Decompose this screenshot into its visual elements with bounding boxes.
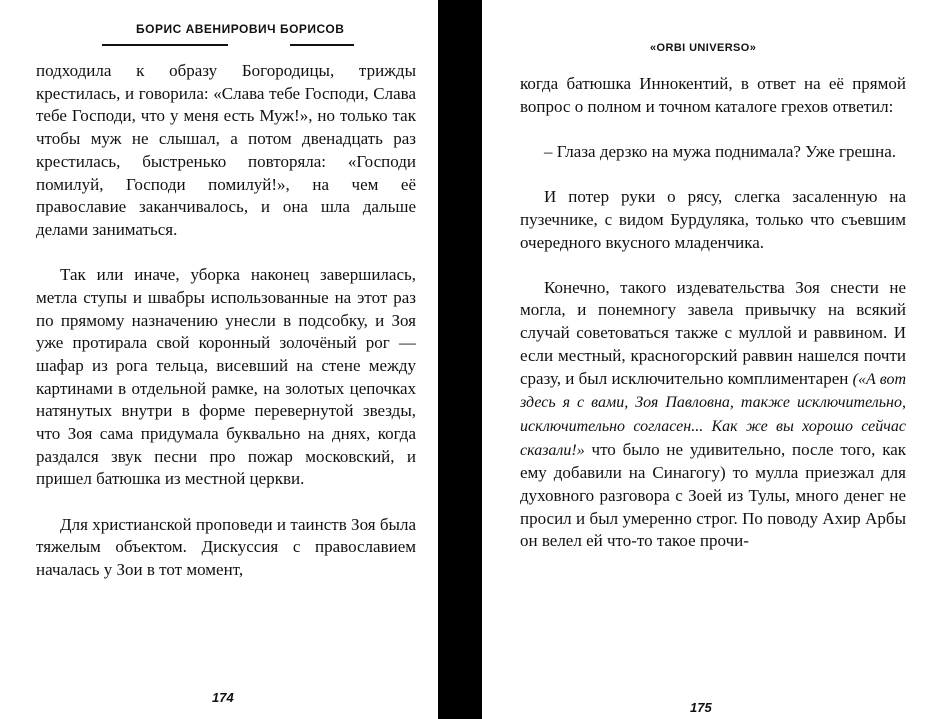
left-paragraph-1: подходила к образу Богородицы, трижды крестилась, и говорила: «Слава тебе Господи, Слава тебе Господи, что у меня есть Муж!», но только так чтобы муж не слышал, а потом двенадцать раз крестилась, быстренько повторяла: «Господи помилуй, Господи помилуй!», на чем её православие заканчивалось, и она шла дальше делами заниматься.	[36, 61, 416, 239]
right-text-column	[520, 73, 906, 553]
right-running-head: «ORBI UNIVERSO»	[650, 42, 757, 54]
left-running-head: БОРИС АВЕНИРОВИЧ БОРИСОВ	[136, 22, 345, 36]
right-page-number: 175	[690, 700, 712, 715]
left-paragraph-2: Так или иначе, уборка наконец завершилась, метла ступы и швабры использованные на этот раз по прямому назначению унесли в подсобку, и Зоя уже протирала свой коронный золочёный рог — шафар из рога тельца, висевший на стене между картинами в отдельной рамке, на золотых цепочках натянутых внутри в форме перевернутой звезды, что Зоя сама придумала буквально на днях, когда раздался звук песни про пожар московский, и пришел батюшка из местной церкви.	[36, 265, 416, 489]
italic-quote: («А вот здесь я с вами, Зоя Павловна, также исключительно, исключительно согласен... Как же вы хорошо сейчас сказали!»	[520, 370, 907, 459]
left-head-rule-1	[102, 44, 228, 46]
right-paragraph-4-text: Конечно, такого издевательства Зоя снести не могла, и понемногу завела привычку на всякий случай советоваться также с муллой и раввином. И если местный, красногорский раввин нашелся почти сразу, и был исключительно комплиментарен	[520, 277, 906, 388]
left-text-column	[36, 60, 416, 582]
right-paragraph-4-continuation: что было не удивительно, после того, как ему добавили на Синагогу) то мулла приезжал для духовного разговора с Зоей из Тулы, много денег не просил и был умеренно строг. По поводу Ахир Арбы он велел ей что-то такое прочи-	[520, 439, 906, 551]
right-paragraph-4	[520, 277, 906, 553]
left-paragraph-3: Для христианской проповеди и таинств Зоя была тяжелым объектом. Дискуссия с православием началась у Зои в тот момент,	[36, 514, 416, 580]
left-page	[0, 0, 438, 719]
right-paragraph-2: – Глаза дерзко на мужа поднимала? Уже грешна.	[544, 141, 897, 161]
left-head-rule-2	[290, 44, 354, 46]
right-paragraph-3: И потер руки о рясу, слегка засаленную на пузечнике, с видом Бурдуляка, только что съевшим очередного вкусного младенчика.	[520, 187, 906, 252]
book-gutter-shadow	[438, 0, 482, 719]
right-paragraph-1: когда батюшка Иннокентий, в ответ на её прямой вопрос о полном и точном каталоге грехов ответил:	[520, 74, 906, 116]
left-page-number: 174	[212, 690, 234, 705]
